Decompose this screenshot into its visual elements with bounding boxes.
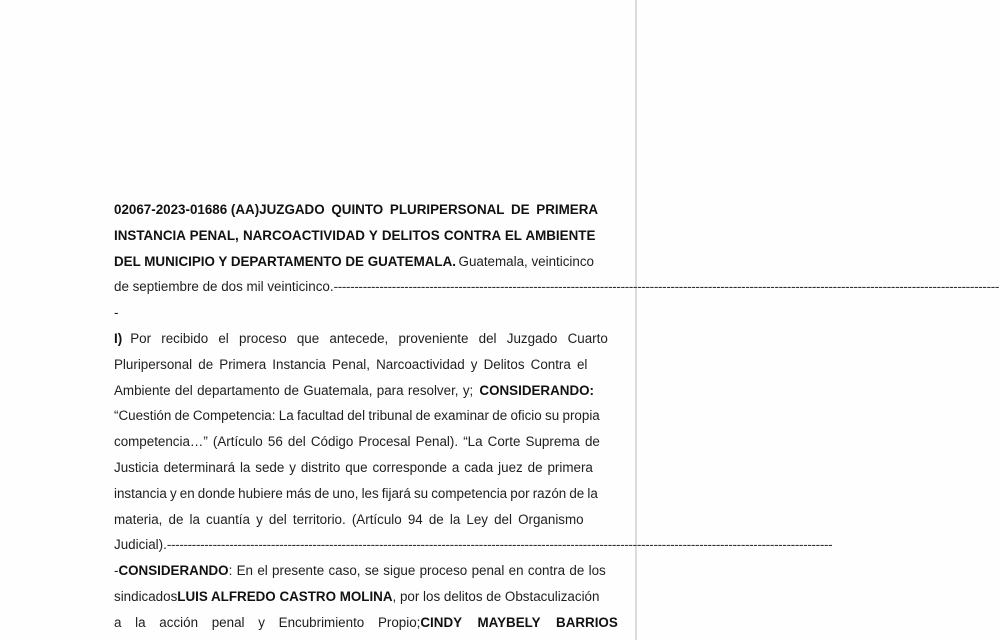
doc-line	[114, 274, 999, 300]
doc-line	[114, 429, 600, 455]
paragraph-text: , por los delitos de Obstaculización	[392, 588, 600, 604]
paragraph-text: materia, de la cuantía y del territorio. (Artículo 94 de la Ley del Organismo	[114, 511, 584, 527]
defendant-name: CINDY MAYBELY BARRIOS	[420, 614, 618, 630]
doc-line	[114, 481, 598, 507]
doc-line	[114, 197, 599, 223]
doc-line	[114, 326, 608, 352]
doc-line	[114, 223, 594, 249]
doc-line	[114, 352, 594, 378]
dash-filler: ----------------------------------------------------------------------------------------------------------------------------------------------------------------	[333, 279, 999, 295]
paragraph-text: instancia y en donde hubiere más de uno, les fijará su competencia por razón de la	[114, 485, 598, 501]
paragraph-text: Pluripersonal de Primera Instancia Penal, Narcoactividad y Delitos Contra el	[114, 356, 588, 372]
paragraph-text: a la acción penal y Encubrimiento Propio;	[114, 614, 421, 630]
section-numeral: I)	[114, 330, 123, 346]
lead-dash: -	[114, 563, 119, 579]
dash-filler: ----------------------------------------------------------------------------------------------------------------------------------------------------------------	[166, 537, 833, 553]
considerando-line	[114, 558, 606, 584]
paragraph-text: : En el presente caso, se sigue proceso penal en contra de los	[228, 563, 606, 579]
paragraph-text: Justicia determinará la sede y distrito que corresponde a cada juez de primera	[114, 459, 593, 475]
doc-line	[114, 558, 606, 584]
doc-line	[114, 455, 594, 481]
paragraph-text: Judicial).	[114, 537, 167, 553]
doc-line	[114, 378, 594, 404]
paragraph-text: competencia…” (Artículo 56 del Código Procesal Penal). “La Corte Suprema de	[114, 434, 600, 450]
doc-line	[114, 249, 594, 275]
court-name-part: DEL MUNICIPIO Y DEPARTAMENTO DE GUATEMALA.	[114, 253, 456, 269]
paragraph-text: sindicados	[114, 588, 178, 604]
paragraph-text: Por recibido el proceso que antecede, proveniente del Juzgado Cuarto	[130, 330, 608, 346]
doc-line	[114, 300, 594, 326]
case-number: 02067-2023-01686 (AA)	[114, 202, 260, 217]
court-name-part: JUZGADO QUINTO PLURIPERSONAL DE PRIMERA	[259, 202, 599, 217]
doc-line	[114, 507, 594, 533]
doc-line	[114, 532, 833, 558]
considerando-heading: CONSIDERANDO:	[479, 382, 594, 398]
doc-line	[114, 610, 618, 636]
doc-line	[114, 584, 600, 610]
court-name-part: INSTANCIA PENAL, NARCOACTIVIDAD Y DELITOS CONTRA EL AMBIENTE	[114, 227, 596, 243]
paragraph-text: “Cuestión de Competencia: La facultad del tribunal de examinar de oficio su propia	[114, 408, 600, 424]
considerando-heading: CONSIDERANDO	[118, 563, 229, 579]
place-date: Guatemala, veinticinco	[458, 253, 594, 269]
doc-line	[114, 403, 600, 429]
paragraph-text: Ambiente del departamento de Guatemala, para resolver, y;	[114, 382, 474, 398]
defendant-name: LUIS ALFREDO CASTRO MOLINA	[177, 588, 393, 604]
place-date: de septiembre de dos mil veinticinco.	[114, 279, 334, 295]
court-resolution-document	[114, 197, 999, 636]
trailing-dash: -	[114, 305, 119, 321]
